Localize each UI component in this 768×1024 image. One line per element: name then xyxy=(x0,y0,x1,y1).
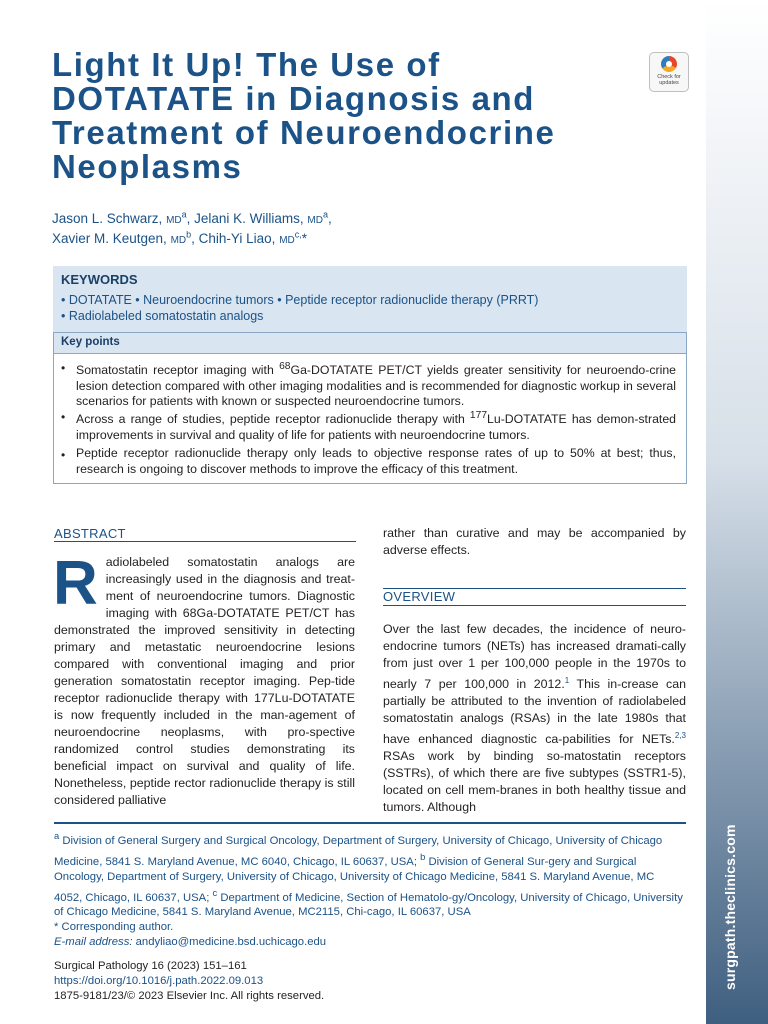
corresponding-author: * Corresponding author. xyxy=(54,921,174,934)
email-link[interactable]: andyliao@medicine.bsd.uchicago.edu xyxy=(132,936,327,949)
author-degree: MD xyxy=(279,235,295,246)
keywords-heading: KEYWORDS xyxy=(61,272,138,287)
keywords-line: • DOTATATE • Neuroendocrine tumors • Peptide receptor radionuclide therapy (PRRT) xyxy=(61,293,539,307)
copyright: 1875-9181/23/© 2023 Elsevier Inc. All rights reserved. xyxy=(54,990,325,1002)
doi-link[interactable]: https://doi.org/10.1016/j.path.2022.09.013 xyxy=(54,975,264,987)
article-title xyxy=(52,48,662,184)
author-name: , Chih-Yi Liao, xyxy=(191,231,280,246)
affiliation-mark: a xyxy=(181,209,187,220)
right-column-continuation: rather than curative and may be accompanied by adverse effects. xyxy=(383,526,686,557)
bullet-icon: • xyxy=(61,448,66,462)
citation-link[interactable]: 1 xyxy=(564,676,570,685)
corresponding-mark: * xyxy=(301,231,308,246)
author-list: Jason L. Schwarz, $MD^a$, Jelani K. Williams, $MD^a$, Xavier M. Keutgen, $MD^b$, Chih-Yi Liao, $MD^{c,}*$ xyxy=(52,209,332,246)
key-point-item: Peptide receptor radionuclide therapy only leads to objective response rates of up to 50% at best; thus, research is ongoing to discover methods to improve the efficacy of this treatment. xyxy=(76,446,676,476)
author-name: Xavier M. Keutgen, xyxy=(52,231,171,246)
affiliation-mark: c, xyxy=(294,229,302,240)
keywords-line: • Radiolabeled somatostatin analogs xyxy=(61,309,264,323)
affiliation-mark: a xyxy=(322,209,328,220)
author-name: Jason L. Schwarz, xyxy=(52,211,167,226)
key-point-item: Across a range of studies, peptide receptor radionuclide therapy with $^{177}$Lu-DOTATATE has demon-strated improvements in survival and quality of life for patients with neuroendocrine tumors. xyxy=(76,410,677,442)
key-points-heading: Key points xyxy=(61,336,120,348)
title-line: Neoplasms xyxy=(52,148,243,185)
badge-label: Check for updates xyxy=(657,74,681,86)
drop-cap: R xyxy=(53,549,98,618)
author-degree: MD xyxy=(166,215,182,226)
abstract-heading: ABSTRACT xyxy=(54,526,126,541)
title-line: DOTATATE in Diagnosis and xyxy=(52,80,536,117)
bullet-icon: • xyxy=(61,410,66,424)
author-degree: MD xyxy=(170,235,187,246)
divider xyxy=(383,605,686,606)
email-label: E-mail address: xyxy=(54,936,133,949)
journal-citation: Surgical Pathology 16 (2023) 151–161 xyxy=(54,960,247,972)
divider xyxy=(54,541,356,542)
crossmark-icon xyxy=(661,56,677,72)
overview-body: Over the last few decades, the incidence of neuro-endocrine tumors (NETs) has increased dramati-cally from just over 1 per 100,000 people in the 1970s to nearly 7 per 100,000 in 2012.$^1$ This in-crease can partially be attributed to the invention of radiolabeled somatostatin analogs (RSAs) in the late 1980s that have enhanced diagnostic ca-pabilities for NETs.$^{2,3}$ RSAs work by binding so-matostatin receptors (SSTRs), of which there are five subtypes (SSTR1-5), located on cell mem-branes in both healthy tissue and tumors. Although xyxy=(383,622,687,815)
key-point-item: Somatostatin receptor imaging with $^{68}$Ga-DOTATATE PET/CT yields greater sensitivity for neuroendo-crine lesion detection compared with other imaging modalities and is recommended for diagnostic workup in several scenarios for patients with known or suspected neuroendocrine tumors. xyxy=(76,361,676,409)
key-points-header xyxy=(54,333,686,354)
overview-heading: OVERVIEW xyxy=(383,589,456,604)
title-line: Light It Up! The Use of xyxy=(52,46,441,83)
bullet-icon: • xyxy=(61,361,66,375)
affiliations: $^a$ Division of General Surgery and Surgical Oncology, Department of Surgery, University of Chicago, University of Chicago Medicine, 5841 S. Maryland Avenue, MC 6040, Chicago, IL 60637, USA; $^b$ Division of General Sur-gery and Surgical Oncology, Department of Surgery, University of Chicago, University of Chicago Medicine, 5841 S. Maryland Avenue, MC 4052, Chicago, IL 60637, USA; $^c$ Department of Medicine, Section of Hematolo-gy/Oncology, University of Chicago, University of Chicago Medicine, 5841 S. Maryland Avenue, MC2115, Chi-cago, IL 60637, USA * Corresponding author. E-mail address: andyliao@medicine.bsd.uchicago.edu xyxy=(54,830,683,949)
author-degree: MD xyxy=(307,215,323,226)
footnote-divider xyxy=(54,822,686,824)
check-for-updates-badge[interactable] xyxy=(649,52,689,92)
title-line: Treatment of Neuroendocrine xyxy=(52,114,556,151)
abstract-body: Radiolabeled somatostatin analogs are increasingly used in the diagnosis and treat-ment of neuroendocrine tumors. Diagnostic imaging with 68Ga-DOTATATE PET/CT has demonstrated the improved sensitivity in detecting primary and metastatic neuroendocrine lesions compared with conventional imaging and prior generation somatostatin receptor imaging. Pep-tide receptor radionuclide therapy with 177Lu-DOTATATE is now frequently included in the man-agement of neuroendocrine neoplasms, with pro-spective randomized control studies demonstrating its beneficial impact on survival and quality of life. Nonetheless, peptide rector radionuclide therapy is still considered palliative xyxy=(53,549,355,807)
author-name: , Jelani K. Williams, xyxy=(186,211,308,226)
citation-link[interactable]: 2,3 xyxy=(674,731,686,741)
journal-url[interactable]: surgpath.theclinics.com xyxy=(722,824,738,990)
affiliation-mark: b xyxy=(186,229,192,240)
